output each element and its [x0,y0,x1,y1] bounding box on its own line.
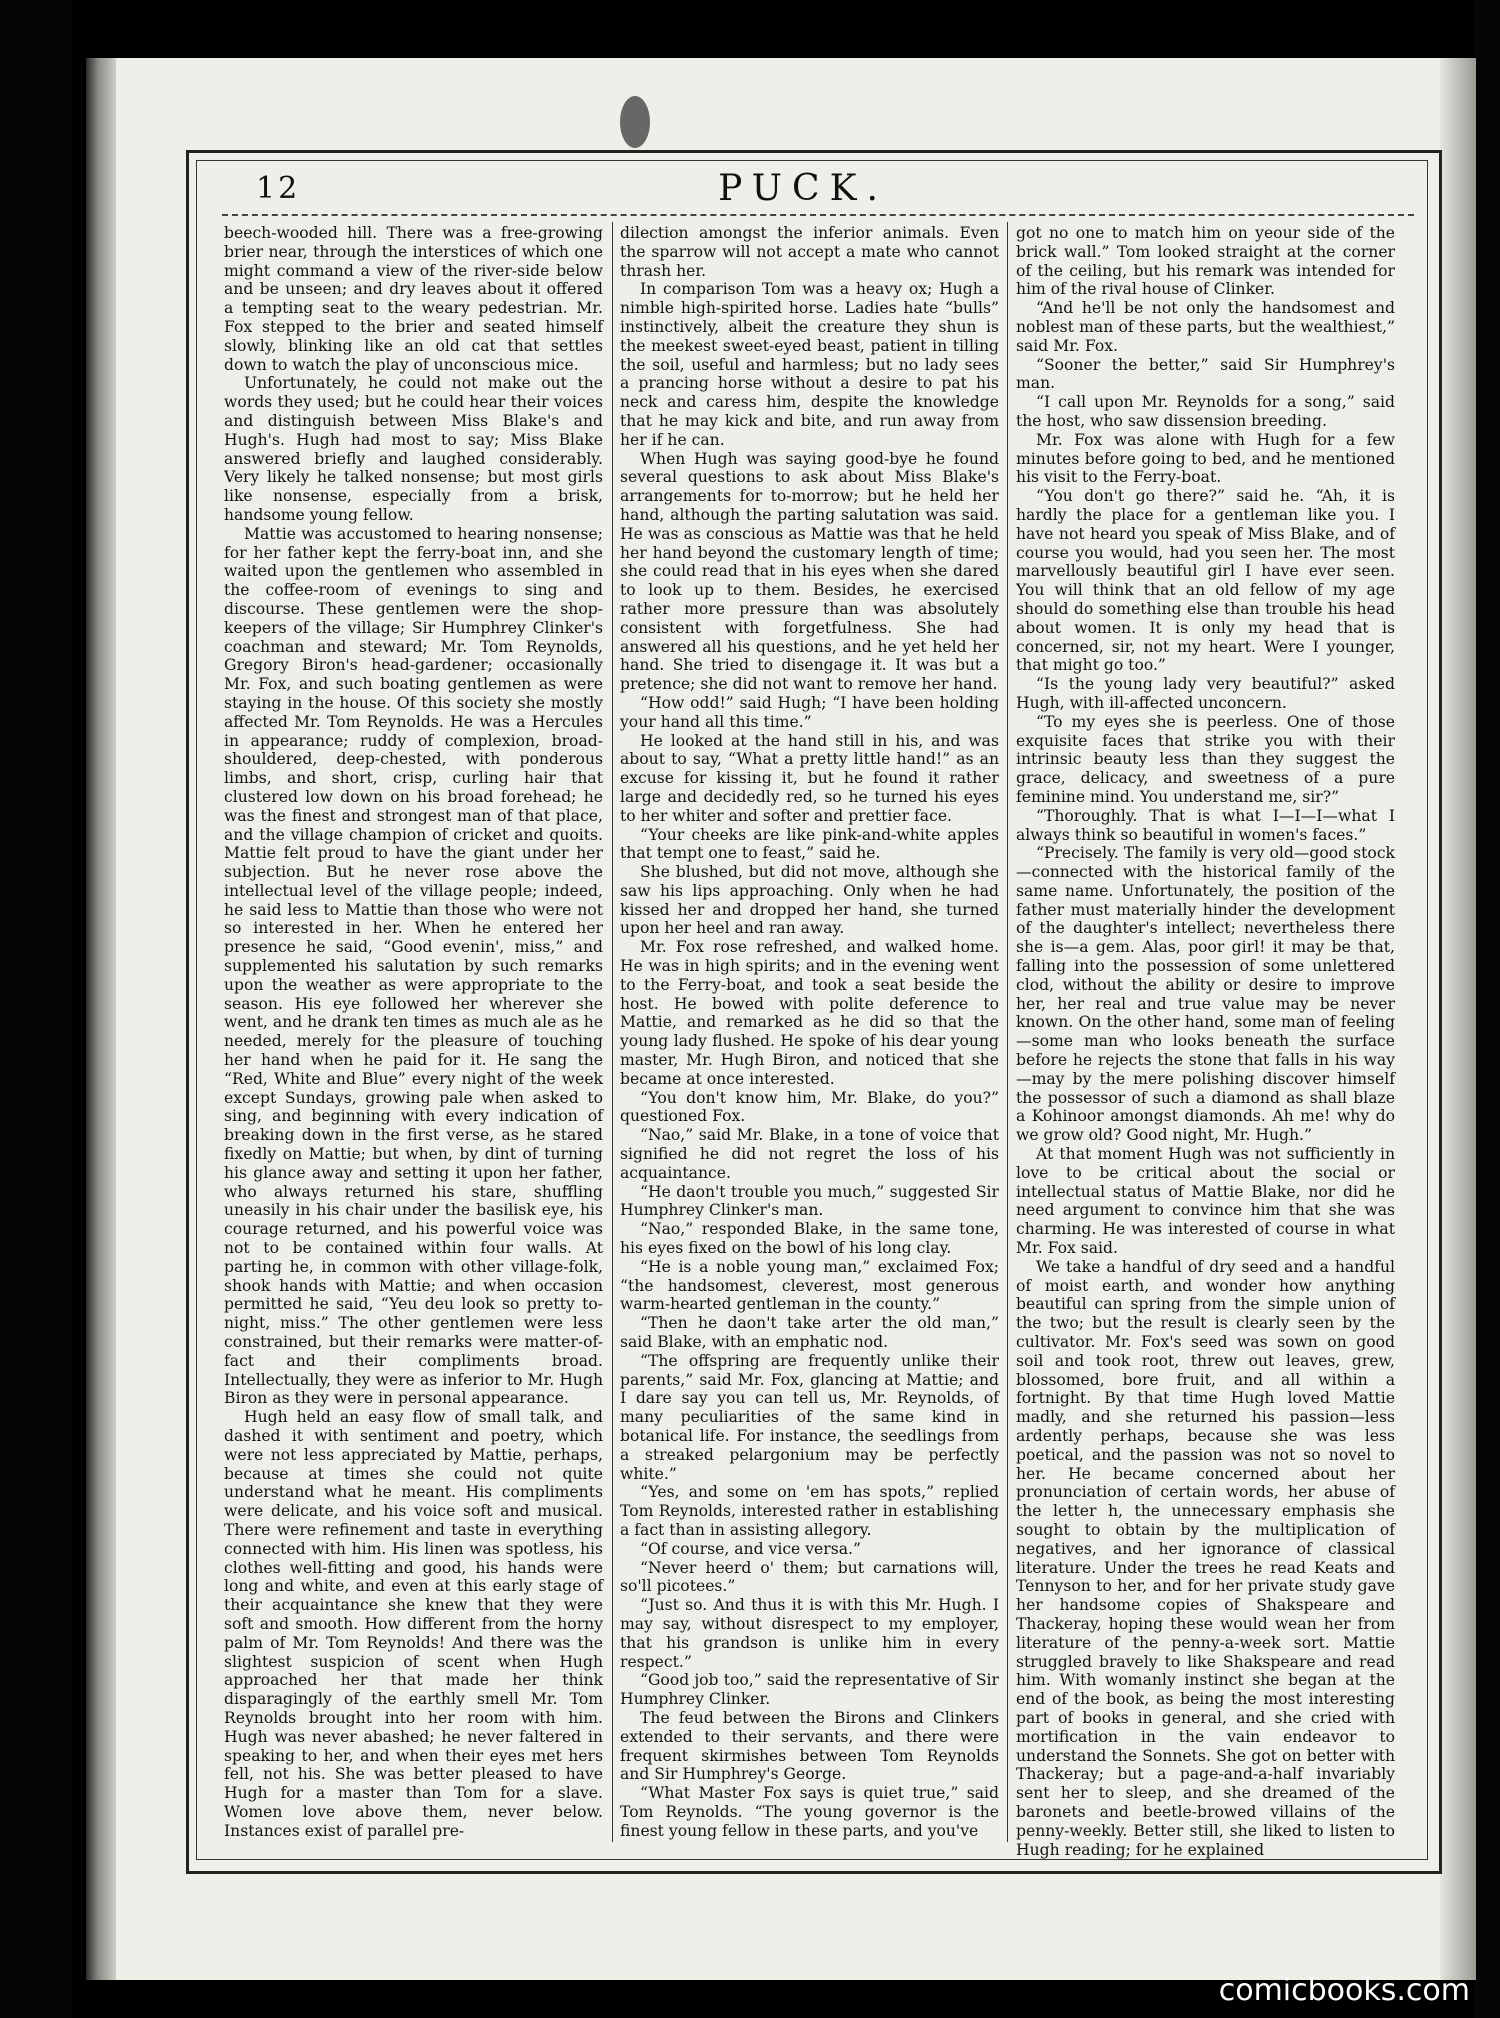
column-paragraph: She blushed, but did not move, although she saw his lips approaching. Only when he had kissed her and dropped her hand, she turned upon her heel and ran away. [620,863,999,938]
column-paragraph: “Good job too,” said the representative of Sir Humphrey Clinker. [620,1671,999,1709]
column-paragraph: Mattie was accustomed to hearing nonsense; for her father kept the ferry-boat inn, and she waited upon the gentlemen who assembled in the coffee-room of evenings to sing and discourse. These gentlemen were the shop-keepers of the village; Sir Humphrey Clinker's coachman and steward; Mr. Tom Reynolds, Gregory Biron's head-gardener; occasionally Mr. Fox, and such boating gentlemen as were staying in the house. Of this society she mostly affected Mr. Tom Reynolds. He was a Hercules in appearance; ruddy of complexion, broad-shouldered, deep-chested, with ponderous limbs, and short, crisp, curling hair that clustered low down on his broad forehead; he was the finest and strongest man of that place, and the village champion of cricket and quoits. Mattie felt proud to have the giant under her subjection. But he never rose above the intellectual level of the village people; indeed, he said less to Mattie than those who were not so interested in her. When he entered her presence he said, “Good evenin', miss,” and supplemented his salutation by such remarks upon the weather as were appropriate to the season. His eye followed her wherever she went, and he drank ten times as much ale as he needed, merely for the pleasure of touching her hand when he paid for it. He sang the “Red, White and Blue” every night of the week except Sundays, growing pale when asked to sing, and beginning with every indication of breaking down in the first verse, as he stared fixedly on Mattie; but when, by dint of turning his glance away and setting it upon her father, who always returned his stare, shuffling uneasily in his chair under the basilisk eye, his courage returned, and his powerful voice was not to be contained within four walls. At parting he, in common with other village-folk, shook hands with Mattie; and when occasion permitted he said, “Yeu deu look so pretty to-night, miss.” The other gentlemen were less constrained, but their remarks were matter-of-fact and their compliments broad. Intellectually, they were as inferior to Mr. Hugh Biron as they were in personal appearance. [224,524,603,1408]
column-paragraph: beech-wooded hill. There was a free-growing brier near, through the interstices of which one might command a view of the river-side below and be unseen; and dry leaves about it offered a tempting seat to the weary pedestrian. Mr. Fox stepped to the brier and seated himself slowly, blinking like an old cat that settles down to watch the play of unconscious mice. [224,224,603,374]
page-binding-shadow [86,58,116,1980]
column-paragraph: “Never heerd o' them; but carnations will, so'll picotees.” [620,1558,999,1596]
column-paragraph: “He is a noble young man,” exclaimed Fox; “the handsomest, cleverest, most generous warm-hearted gentleman in the county.” [620,1257,999,1314]
column-paragraph: dilection amongst the inferior animals. Even the sparrow will not accept a mate who cannot thrash her. [620,224,999,280]
column-paragraph: “Nao,” said Mr. Blake, in a tone of voice that signified he did not regret the loss of his acquaintance. [620,1126,999,1182]
ink-blot [620,96,650,148]
column-paragraph: He looked at the hand still in his, and was about to say, “What a pretty little hand!” as an excuse for kissing it, but he found it rather large and decidedly red, so he turned his eyes to her whiter and softer and prettier face. [620,731,999,825]
column-divider [1007,222,1008,1842]
column-paragraph: “He daon't trouble you much,” suggested Sir Humphrey Clinker's man. [620,1182,999,1220]
column-paragraph: When Hugh was saying good-bye he found several questions to ask about Miss Blake's arrangements for to-morrow; but he held her hand, although the parting salutation was said. He was as conscious as Mattie was that he held her hand beyond the customary length of time; she could read that in his eyes when she dared to look up to them. Besides, he exercised rather more pressure than was absolutely consistent with forgetfulness. She had answered all his questions, and he yet held her hand. She tried to disengage it. It was but a pretence; she did not want to remove her hand. [620,449,999,694]
column-paragraph: “And he'll be not only the handsomest and noblest man of these parts, but the wealthiest,” said Mr. Fox. [1016,299,1395,355]
watermark: comicbooks.com [1218,1973,1470,2008]
column-paragraph: “How odd!” said Hugh; “I have been holding your hand all this time.” [620,693,999,731]
column-paragraph: The feud between the Birons and Clinkers extended to their servants, and there were frequent skirmishes between Tom Reynolds and Sir Humphrey's George. [620,1708,999,1784]
column-paragraph: “The offspring are frequently unlike their parents,” said Mr. Fox, glancing at Mattie; and I dare say you can tell us, Mr. Reynolds, of many peculiarities of the same kind in botanical life. For instance, the seedlings from a streaked pelargonium may be perfectly white.” [620,1351,999,1483]
column-paragraph: “What Master Fox says is quiet true,” said Tom Reynolds. “The young governor is the finest young fellow in these parts, and you've [620,1784,999,1840]
column-paragraph: In comparison Tom was a heavy ox; Hugh a nimble high-spirited horse. Ladies hate “bulls” instinctively, albeit the creature they shun is the meekest sweet-eyed beast, patient in tilling the soil, useful and harmless; but no lady sees a prancing horse without a desire to pat his neck and caress him, despite the knowledge that he may kick and bite, and run away from her if he can. [620,280,999,449]
scan-border-right [1474,0,1500,2018]
column-paragraph: “Just so. And thus it is with this Mr. Hugh. I may say, without disrespect to my employer, that his grandson is unlike him in every respect.” [620,1596,999,1671]
column-paragraph: “Yes, and some on 'em has spots,” replied Tom Reynolds, interested rather in establishing a fact than in assisting allegory. [620,1483,999,1539]
scan-border-left [0,0,72,2018]
column-paragraph: Mr. Fox was alone with Hugh for a few minutes before going to bed, and he mentioned his visit to the Ferry-boat. [1016,430,1395,487]
column-paragraph: “To my eyes she is peerless. One of those exquisite faces that strike you with their intrinsic beauty less than they suggest the grace, delicacy, and sweetness of a pure feminine mind. You understand me, sir?” [1016,712,1395,806]
column-paragraph: Unfortunately, he could not make out the words they used; but he could hear their voices and distinguish between Miss Blake's and Hugh's. Hugh had most to say; Miss Blake answered briefly and laughed considerably. Very likely he talked nonsense; but most girls like nonsense, especially from a brisk, handsome young fellow. [224,374,603,524]
column-paragraph: “You don't go there?” said he. “Ah, it is hardly the place for a gentleman like you. I have not heard you speak of Miss Blake, and of course you would, had you seen her. The most marvellously beautiful girl I have ever seen. You will think that an old fellow of my age should do something else than trouble his head about women. It is only my head that is concerned, sir, not my heart. Were I younger, that might go too.” [1016,487,1395,675]
masthead-title: PUCK. [718,168,888,209]
column-paragraph: Hugh held an easy flow of small talk, and dashed it with sentiment and poetry, which were not less appreciated by Mattie, perhaps, because at times she could not quite understand what he meant. His compliments were delicate, and his voice soft and musical. There were refinement and taste in everything connected with him. His linen was spotless, his clothes well-fitting and good, his hands were long and white, and even at this early stage of their acquaintance she knew that they were soft and smooth. How different from the horny palm of Mr. Tom Reynolds! And there was the slightest suspicion of scent when Hugh approached her that made her think disparagingly of the earthly smell Mr. Tom Reynolds brought into her room with him. Hugh was never abashed; he never faltered in speaking to her, and when their eyes met hers fell, not his. She was better pleased to have Hugh for a master than Tom for a slave. Women love above them, never below. Instances exist of parallel pre- [224,1408,603,1840]
column-paragraph: “Precisely. The family is very old—good stock—connected with the historical family of the same name. Unfortunately, the position of the father must materially hinder the development of the daughter's intellect; nevertheless there she is—a gem. Alas, poor girl! it may be that, falling into the possession of some unlettered clod, without the ability or desire to improve her, her real and true value may be never known. On the other hand, some man of feeling—some man who looks beneath the surface before he rejects the stone that falls in his way—may by the mere polishing discover himself the possessor of such a diamond as shall blaze a Kohinoor amongst diamonds. Ah me! why do we grow old? Good night, Mr. Hugh.” [1016,844,1395,1145]
text-column-1 [224,224,603,1840]
header-rule [222,214,1414,216]
column-paragraph: “Then he daon't take arter the old man,” said Blake, with an emphatic nod. [620,1314,999,1352]
column-paragraph: At that moment Hugh was not sufficiently in love to be critical about the social or intellectual status of Mattie Blake, nor did he need argument to convince him that she was charming. He was interested of course in what Mr. Fox said. [1016,1145,1395,1258]
column-paragraph: “Thoroughly. That is what I—I—I—what I always think so beautiful in women's faces.” [1016,806,1395,844]
column-paragraph: got no one to match him on yeour side of the brick wall.” Tom looked straight at the corner of the ceiling, but his remark was intended for him of the rival house of Clinker. [1016,224,1395,299]
column-paragraph: “I call upon Mr. Reynolds for a song,” said the host, who saw dissension breeding. [1016,393,1395,430]
text-column-3 [1016,224,1395,1859]
text-column-2 [620,224,999,1840]
page-number: 12 [256,171,301,206]
column-paragraph: “Of course, and vice versa.” [640,1539,861,1558]
column-paragraph: “Sooner the better,” said Sir Humphrey's man. [1016,355,1395,393]
column-paragraph: “You don't know him, Mr. Blake, do you?” questioned Fox. [620,1088,999,1126]
column-paragraph: We take a handful of dry seed and a handful of moist earth, and wonder how anything beautiful can spring from the simple union of the two; but the result is clearly seen by the cultivator. Mr. Fox's seed was sown on good soil and took root, threw out leaves, grew, blossomed, bore fruit, and all within a fortnight. By that time Hugh loved Mattie madly, and she returned his passion—less ardently perhaps, because she was less poetical, and the passion was not so novel to her. He became concerned about her pronunciation of certain words, her abuse of the letter h, the unnecessary emphasis she sought to obtain by the multiplication of negatives, and her ignorance of classical literature. Under the trees he read Keats and Tennyson to her, and for her private study gave her handsome copies of Shakspeare and Thackeray, hoping these would wean her from literature of the penny-a-week sort. Mattie struggled bravely to like Shakspeare and read him. With womanly instinct she began at the end of the book, as being the most interesting part of books in general, and she cried with mortification in the vain endeavor to understand the Sonnets. She got on better with Thackeray; but a page-and-a-half invariably sent her to sleep, and she dreamed of the baronets and beetle-browed villains of the penny-weekly. Better still, she liked to listen to Hugh reading; for he explained [1016,1257,1395,1859]
column-paragraph: “Nao,” responded Blake, in the same tone, his eyes fixed on the bowl of his long clay. [620,1220,999,1258]
column-paragraph: “Is the young lady very beautiful?” asked Hugh, with ill-affected unconcern. [1016,675,1395,712]
column-divider [612,222,613,1842]
column-paragraph: “Your cheeks are like pink-and-white apples that tempt one to feast,” said he. [620,825,999,863]
column-paragraph: Mr. Fox rose refreshed, and walked home. He was in high spirits; and in the evening went to the Ferry-boat, and took a seat beside the host. He bowed with polite deference to Mattie, and remarked as he did so that the young lady flushed. He spoke of his dear young master, Mr. Hugh Biron, and noticed that she became at once interested. [620,938,999,1088]
page-edge-shadow [1440,58,1476,1980]
